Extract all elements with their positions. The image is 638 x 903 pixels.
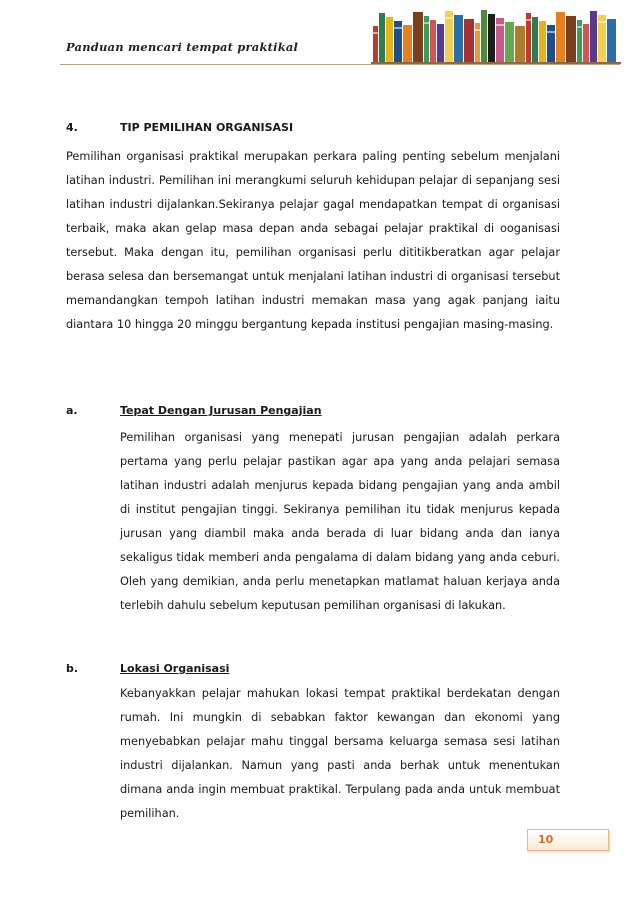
subsection-body-a: Pemilihan organisasi yang menepati jurusan pengajian adalah perkara pertama yang perlu pelajar pastikan agar apa yang anda pelajari semasa latihan industri adalah menjurus kepada bidang pengajian yang anda ambil di institut pengajian tinggi. Sekiranya pemilihan itu tidak menjurus kepada jurusan yang diambil maka anda berada di luar bidang anda dan ianya sekaligus tidak memberi anda pengalama di dalam bidang yang anda ceburi. Oleh yang demikian, anda perlu menetapkan matlamat haluan kerjaya anda terlebih dahulu sebelum keputusan pemilihan organisasi di lakukan. <box>120 431 560 612</box>
subsection-label: a. <box>66 404 78 417</box>
book-spine <box>430 20 436 62</box>
subsection-heading-a <box>66 404 322 417</box>
book-band <box>547 31 555 33</box>
page-number-badge <box>527 829 609 851</box>
book-spine <box>488 14 495 62</box>
book-spine <box>437 24 444 62</box>
subsection-title: Tepat Dengan Jurusan Pengajian <box>120 404 322 417</box>
book-spine <box>454 15 463 62</box>
book-spine <box>403 25 412 62</box>
book-spine <box>583 24 589 62</box>
book-band <box>424 22 429 24</box>
book-spine <box>547 25 555 62</box>
book-band <box>577 26 582 28</box>
book-spine <box>556 12 565 62</box>
book-band <box>526 19 531 21</box>
books-shelf-illustration <box>371 9 621 64</box>
book-spine <box>373 26 378 62</box>
book-band <box>496 24 504 26</box>
book-spine <box>481 10 487 62</box>
subsection-heading-b <box>66 662 229 675</box>
section-title: TIP PEMILIHAN ORGANISASI <box>120 121 294 134</box>
book-band <box>373 32 378 34</box>
section-number: 4. <box>66 121 78 134</box>
book-spine <box>515 26 525 62</box>
book-spine <box>413 12 423 62</box>
book-spine <box>475 23 480 62</box>
book-spine <box>607 19 616 62</box>
book-spine <box>379 13 385 62</box>
book-spine <box>539 21 546 62</box>
book-spine <box>505 22 514 62</box>
book-spine <box>532 17 538 62</box>
subsection-title: Lokasi Organisasi <box>120 662 230 675</box>
section-heading <box>66 121 293 134</box>
book-band <box>394 27 402 29</box>
book-spine <box>386 17 393 62</box>
subsection-body-b: Kebanyakkan pelajar mahukan lokasi tempat praktikal berdekatan dengan rumah. Ini mungkin di sebabkan faktor kewangan dan ekonomi yang menyebabkan pelajar mahu tinggal bersama keluarga semasa sesi latihan industri dijalankan. Namun yang pasti anda berhak untuk menentukan dimana anda ingin membuat praktikal. Terpulang pada anda untuk membuat pemilihan. <box>120 687 560 820</box>
header-divider <box>60 64 620 65</box>
section-intro-paragraph: Pemilihan organisasi praktikal merupakan perkara paling penting sebelum menjalani latihan industri. Pemilihan ini merangkumi seluruh kehidupan pelajar di sepanjang sesi latihan industri dijalankan.Sekiranya pelajar gagal mendapatkan tempat di organisasi terbaik, maka akan gelap masa depan anda sebagai pelajar praktikal di ooganisasi tersebut. Maka dengan itu, pemilihan organisasi perlu dititikberatkan agar pelajar berasa selesa dan bersemangat untuk menjalani latihan industri di organisasi tersebut memandangkan tempoh latihan industri memakan masa yang agak panjang iaitu diantara 10 hingga 20 minggu bergantung kepada institusi pengajian masing-masing. <box>66 150 560 331</box>
book-spine <box>590 11 597 62</box>
book-band <box>598 21 606 23</box>
subsection-label: b. <box>66 662 79 675</box>
book-band <box>475 29 480 31</box>
document-header-title: Panduan mencari tempat praktikal <box>66 40 299 54</box>
book-band <box>445 17 453 19</box>
page-number: 10 <box>538 833 554 846</box>
book-spine <box>464 19 474 62</box>
book-spine <box>566 16 576 62</box>
